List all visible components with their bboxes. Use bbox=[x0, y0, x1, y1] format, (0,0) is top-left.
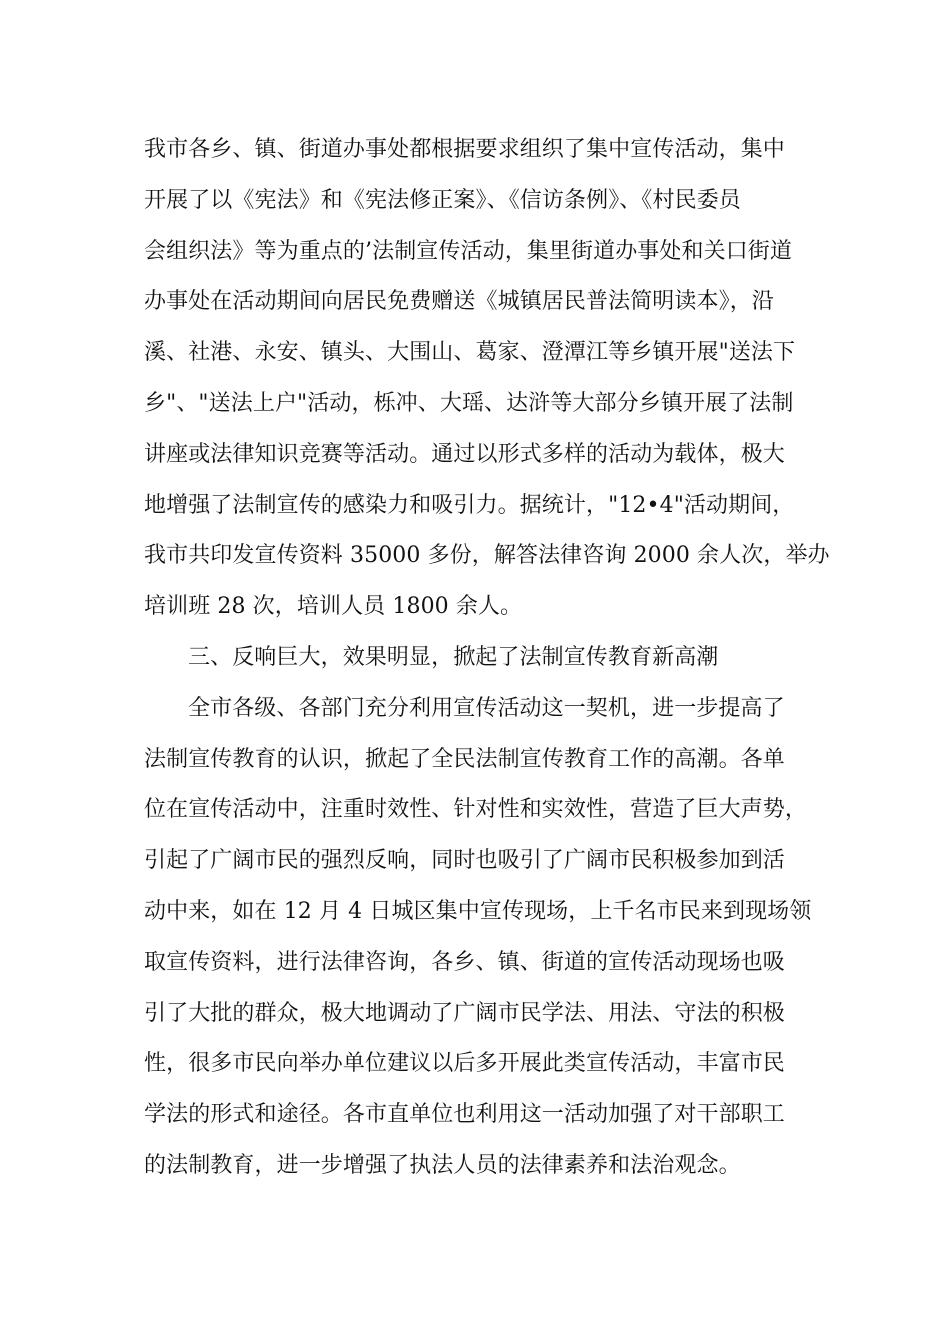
paragraph-line: 开展了以《宪法》和《宪法修正案》、《信访条例》、《村民委员 bbox=[144, 187, 741, 213]
paragraph-line: 讲座或法律知识竞赛等活动。通过以形式多样的活动为载体，极大 bbox=[144, 441, 785, 467]
paragraph-line: 乡"、"送法上户"活动，栎冲、大瑶、达浒等大部分乡镇开展了法制 bbox=[144, 390, 794, 416]
paragraph-line: 位在宣传活动中，注重时效性、针对性和实效性，营造了巨大声势， bbox=[144, 797, 808, 823]
paragraph-line: 引了大批的群众，极大地调动了广阔市民学法、用法、守法的积极 bbox=[144, 1000, 785, 1026]
paragraph-line: 性，很多市民向举办单位建议以后多开展此类宣传活动，丰富市民 bbox=[144, 1051, 785, 1077]
paragraph-line: 动中来，如在 12 月 4 日城区集中宣传现场，上千名市民来到现场领 bbox=[144, 898, 812, 924]
paragraph-2 bbox=[144, 684, 812, 1192]
paragraph-line: 培训班 28 次，培训人员 1800 余人。 bbox=[144, 594, 523, 620]
paragraph-line: 全市各级、各部门充分利用宣传活动这一契机，进一步提高了 bbox=[188, 695, 785, 721]
paragraph-line: 会组织法》等为重点的’法制宣传活动，集里街道办事处和关口街道 bbox=[144, 238, 792, 264]
paragraph-line: 溪、社港、永安、镇头、大围山、葛家、澄潭江等乡镇开展"送法下 bbox=[144, 340, 796, 366]
paragraph-line: 我市共印发宣传资料 35000 多份，解答法律咨询 2000 余人次，举办 bbox=[144, 543, 830, 569]
paragraph-1 bbox=[144, 125, 830, 633]
paragraph-line: 引起了广阔市民的强烈反响，同时也吸引了广阔市民积极参加到活 bbox=[144, 848, 785, 874]
paragraph-line: 办事处在活动期间向居民免费赠送《城镇居民普法简明读本》，沿 bbox=[144, 289, 774, 315]
paragraph-line: 取宣传资料，进行法律咨询，各乡、镇、街道的宣传活动现场也吸 bbox=[144, 949, 785, 975]
section-heading-3: 三、反响巨大，效果明显，掀起了法制宣传教育新高潮 bbox=[188, 644, 719, 670]
paragraph-line: 我市各乡、镇、街道办事处都根据要求组织了集中宣传活动，集中 bbox=[144, 137, 785, 162]
paragraph-line: 地增强了法制宣传的感染力和吸引力。据统计，"12•4"活动期间， bbox=[144, 492, 795, 518]
document-body bbox=[144, 125, 830, 1192]
paragraph-line: 法制宣传教育的认识，掀起了全民法制宣传教育工作的高潮。各单 bbox=[144, 746, 785, 772]
paragraph-line: 的法制教育，进一步增强了执法人员的法律素养和法治观念。 bbox=[144, 1152, 741, 1178]
paragraph-line: 学法的形式和途径。各市直单位也利用这一活动加强了对干部职工 bbox=[144, 1102, 785, 1128]
